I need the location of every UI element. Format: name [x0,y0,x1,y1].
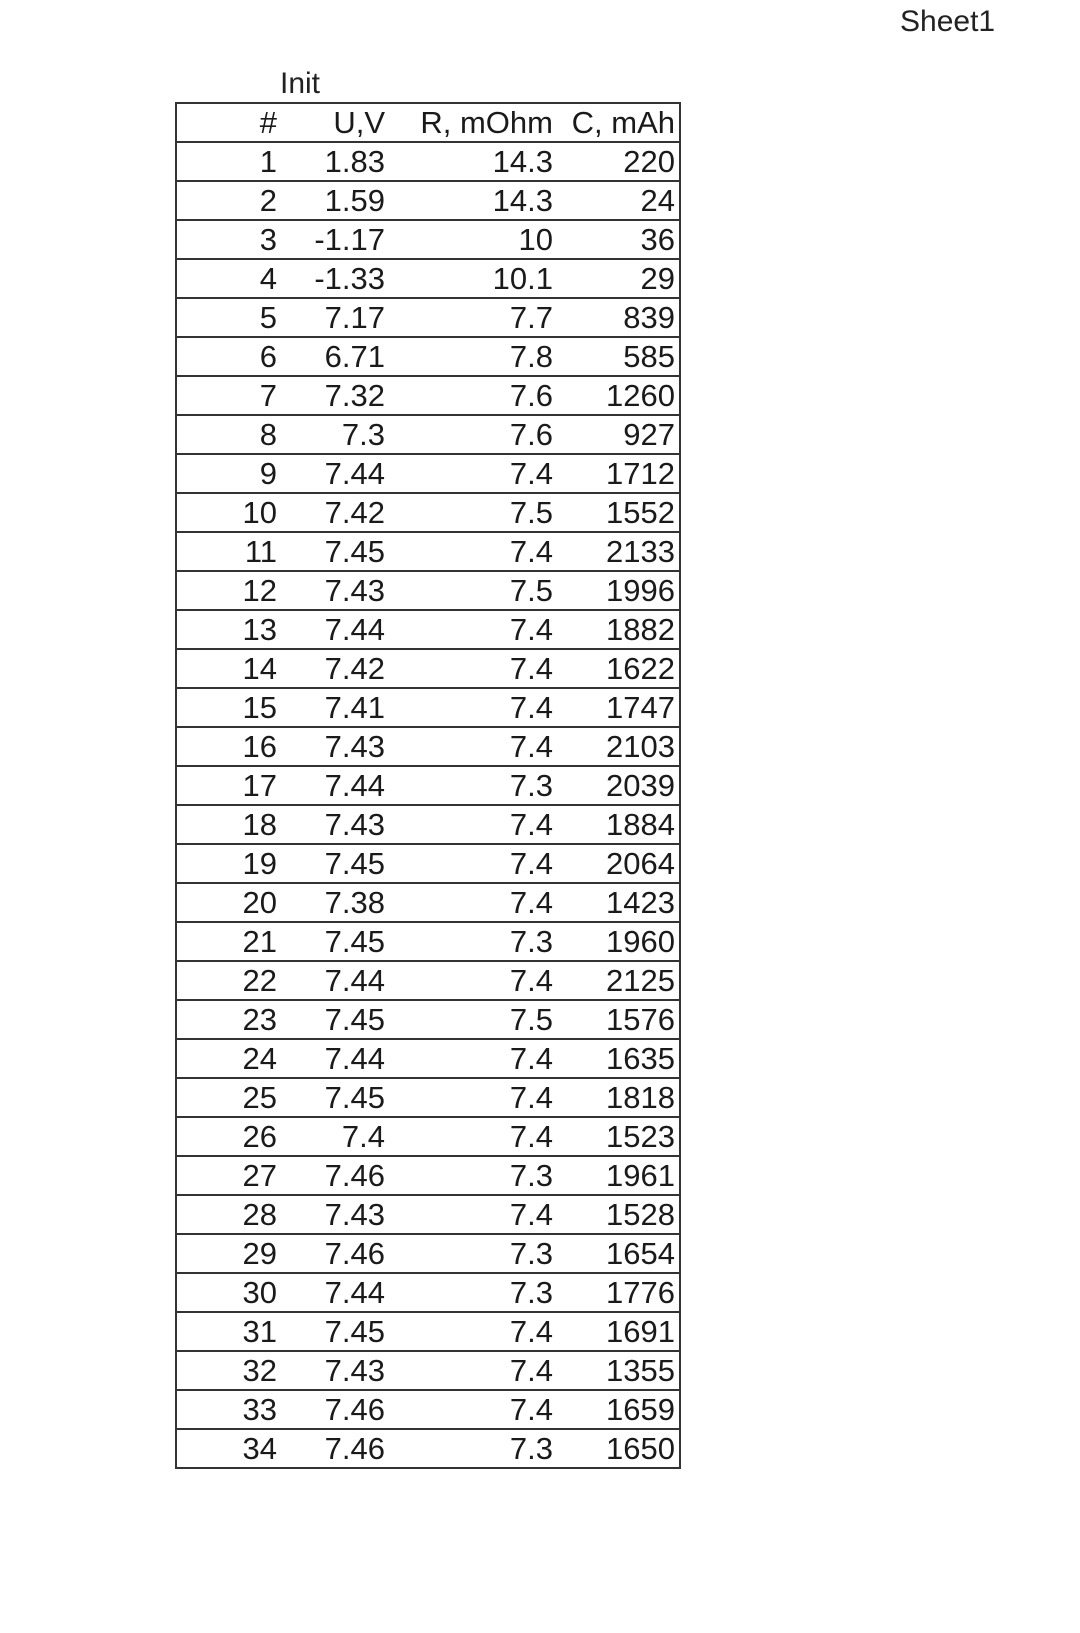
cell-voltage: -1.33 [281,259,389,298]
cell-number: 18 [176,805,281,844]
cell-capacity: 1622 [557,649,680,688]
cell-voltage: 7.46 [281,1429,389,1468]
table-row [176,649,680,688]
cell-resistance: 7.4 [389,1078,557,1117]
cell-voltage: 7.45 [281,1312,389,1351]
cell-capacity: 2125 [557,961,680,1000]
cell-resistance: 7.5 [389,1000,557,1039]
cell-resistance: 7.4 [389,727,557,766]
table-row [176,142,680,181]
table-caption: Init [280,67,321,100]
cell-voltage: 7.38 [281,883,389,922]
cell-voltage: 7.4 [281,1117,389,1156]
cell-resistance: 7.4 [389,961,557,1000]
cell-number: 28 [176,1195,281,1234]
cell-capacity: 1747 [557,688,680,727]
cell-number: 29 [176,1234,281,1273]
cell-number: 6 [176,337,281,376]
cell-resistance: 7.5 [389,571,557,610]
cell-number: 9 [176,454,281,493]
cell-number: 4 [176,259,281,298]
cell-resistance: 7.6 [389,376,557,415]
cell-voltage: 7.42 [281,649,389,688]
table-row [176,1273,680,1312]
cell-resistance: 7.3 [389,1273,557,1312]
cell-voltage: 7.17 [281,298,389,337]
table-row [176,1117,680,1156]
cell-resistance: 7.4 [389,1195,557,1234]
cell-capacity: 1552 [557,493,680,532]
cell-voltage: 7.43 [281,571,389,610]
table-row [176,1078,680,1117]
table-row [176,376,680,415]
table-header [176,103,680,142]
cell-voltage: 7.46 [281,1390,389,1429]
cell-resistance: 7.4 [389,610,557,649]
cell-voltage: 7.45 [281,1000,389,1039]
cell-voltage: 7.44 [281,1039,389,1078]
cell-resistance: 7.4 [389,1312,557,1351]
cell-number: 15 [176,688,281,727]
cell-number: 22 [176,961,281,1000]
cell-number: 5 [176,298,281,337]
cell-resistance: 7.7 [389,298,557,337]
cell-number: 14 [176,649,281,688]
cell-number: 1 [176,142,281,181]
cell-resistance: 7.3 [389,1156,557,1195]
cell-number: 7 [176,376,281,415]
cell-voltage: -1.17 [281,220,389,259]
cell-number: 32 [176,1351,281,1390]
cell-resistance: 7.4 [389,805,557,844]
cell-capacity: 36 [557,220,680,259]
cell-resistance: 7.3 [389,766,557,805]
cell-resistance: 7.3 [389,1429,557,1468]
cell-number: 31 [176,1312,281,1351]
cell-voltage: 7.43 [281,1195,389,1234]
cell-resistance: 7.5 [389,493,557,532]
cell-voltage: 7.44 [281,610,389,649]
table-row [176,532,680,571]
cell-capacity: 1635 [557,1039,680,1078]
cell-capacity: 1961 [557,1156,680,1195]
cell-number: 20 [176,883,281,922]
cell-capacity: 1691 [557,1312,680,1351]
cell-number: 23 [176,1000,281,1039]
cell-number: 3 [176,220,281,259]
table-row [176,1156,680,1195]
cell-voltage: 7.41 [281,688,389,727]
cell-number: 16 [176,727,281,766]
table-body [176,142,680,1468]
cell-capacity: 1960 [557,922,680,961]
cell-capacity: 1996 [557,571,680,610]
cell-capacity: 1659 [557,1390,680,1429]
sheet-name: Sheet1 [900,5,996,38]
cell-number: 25 [176,1078,281,1117]
cell-resistance: 14.3 [389,142,557,181]
cell-number: 27 [176,1156,281,1195]
header-number: # [176,103,281,142]
cell-resistance: 7.4 [389,1390,557,1429]
cell-capacity: 1654 [557,1234,680,1273]
table-row [176,688,680,727]
cell-capacity: 1650 [557,1429,680,1468]
cell-capacity: 1528 [557,1195,680,1234]
table-row [176,1000,680,1039]
cell-capacity: 2133 [557,532,680,571]
cell-resistance: 7.4 [389,1039,557,1078]
table-row [176,766,680,805]
cell-capacity: 1576 [557,1000,680,1039]
cell-voltage: 7.42 [281,493,389,532]
table-row [176,1312,680,1351]
cell-resistance: 14.3 [389,181,557,220]
table-row [176,493,680,532]
cell-number: 30 [176,1273,281,1312]
cell-voltage: 1.83 [281,142,389,181]
cell-capacity: 29 [557,259,680,298]
cell-resistance: 7.4 [389,1117,557,1156]
cell-capacity: 839 [557,298,680,337]
cell-number: 26 [176,1117,281,1156]
cell-capacity: 1712 [557,454,680,493]
cell-number: 21 [176,922,281,961]
cell-number: 11 [176,532,281,571]
cell-voltage: 7.43 [281,805,389,844]
cell-capacity: 2103 [557,727,680,766]
cell-resistance: 7.4 [389,532,557,571]
cell-number: 17 [176,766,281,805]
cell-voltage: 7.45 [281,922,389,961]
cell-capacity: 24 [557,181,680,220]
cell-capacity: 1884 [557,805,680,844]
table-row [176,1390,680,1429]
cell-resistance: 7.4 [389,454,557,493]
cell-capacity: 1355 [557,1351,680,1390]
cell-capacity: 927 [557,415,680,454]
cell-number: 8 [176,415,281,454]
cell-capacity: 2039 [557,766,680,805]
cell-capacity: 1423 [557,883,680,922]
cell-voltage: 7.46 [281,1156,389,1195]
table-row [176,844,680,883]
cell-resistance: 7.4 [389,649,557,688]
cell-voltage: 7.44 [281,766,389,805]
table-row [176,1429,680,1468]
table-row [176,571,680,610]
table-row [176,220,680,259]
table-row [176,727,680,766]
header-row [176,103,680,142]
table-row [176,181,680,220]
cell-resistance: 7.4 [389,1351,557,1390]
cell-capacity: 1260 [557,376,680,415]
cell-voltage: 7.45 [281,844,389,883]
table-row [176,1351,680,1390]
table-row [176,1039,680,1078]
table-row [176,1195,680,1234]
cell-capacity: 220 [557,142,680,181]
cell-resistance: 7.4 [389,844,557,883]
cell-capacity: 1776 [557,1273,680,1312]
cell-voltage: 7.44 [281,1273,389,1312]
cell-voltage: 7.43 [281,727,389,766]
table-row [176,298,680,337]
header-voltage: U,V [281,103,389,142]
cell-number: 33 [176,1390,281,1429]
cell-number: 13 [176,610,281,649]
table-row [176,805,680,844]
table-row [176,415,680,454]
table-row [176,337,680,376]
cell-voltage: 7.45 [281,1078,389,1117]
cell-voltage: 7.45 [281,532,389,571]
cell-capacity: 1818 [557,1078,680,1117]
cell-voltage: 7.46 [281,1234,389,1273]
cell-resistance: 7.4 [389,688,557,727]
cell-number: 10 [176,493,281,532]
table-row [176,610,680,649]
cell-resistance: 10 [389,220,557,259]
table-row [176,883,680,922]
table-row [176,922,680,961]
cell-number: 19 [176,844,281,883]
cell-voltage: 7.44 [281,961,389,1000]
cell-number: 12 [176,571,281,610]
cell-resistance: 7.3 [389,1234,557,1273]
cell-number: 34 [176,1429,281,1468]
cell-number: 2 [176,181,281,220]
table-row [176,1234,680,1273]
cell-capacity: 2064 [557,844,680,883]
cell-capacity: 1882 [557,610,680,649]
data-table [175,102,681,1469]
cell-resistance: 7.3 [389,922,557,961]
table-row [176,454,680,493]
table-row [176,259,680,298]
header-resistance: R, mOhm [389,103,557,142]
cell-resistance: 10.1 [389,259,557,298]
cell-number: 24 [176,1039,281,1078]
cell-resistance: 7.6 [389,415,557,454]
cell-voltage: 7.3 [281,415,389,454]
cell-voltage: 1.59 [281,181,389,220]
cell-resistance: 7.8 [389,337,557,376]
table-row [176,961,680,1000]
cell-capacity: 1523 [557,1117,680,1156]
cell-voltage: 7.44 [281,454,389,493]
cell-voltage: 7.32 [281,376,389,415]
header-capacity: C, mAh [557,103,680,142]
cell-capacity: 585 [557,337,680,376]
cell-resistance: 7.4 [389,883,557,922]
cell-voltage: 7.43 [281,1351,389,1390]
cell-voltage: 6.71 [281,337,389,376]
